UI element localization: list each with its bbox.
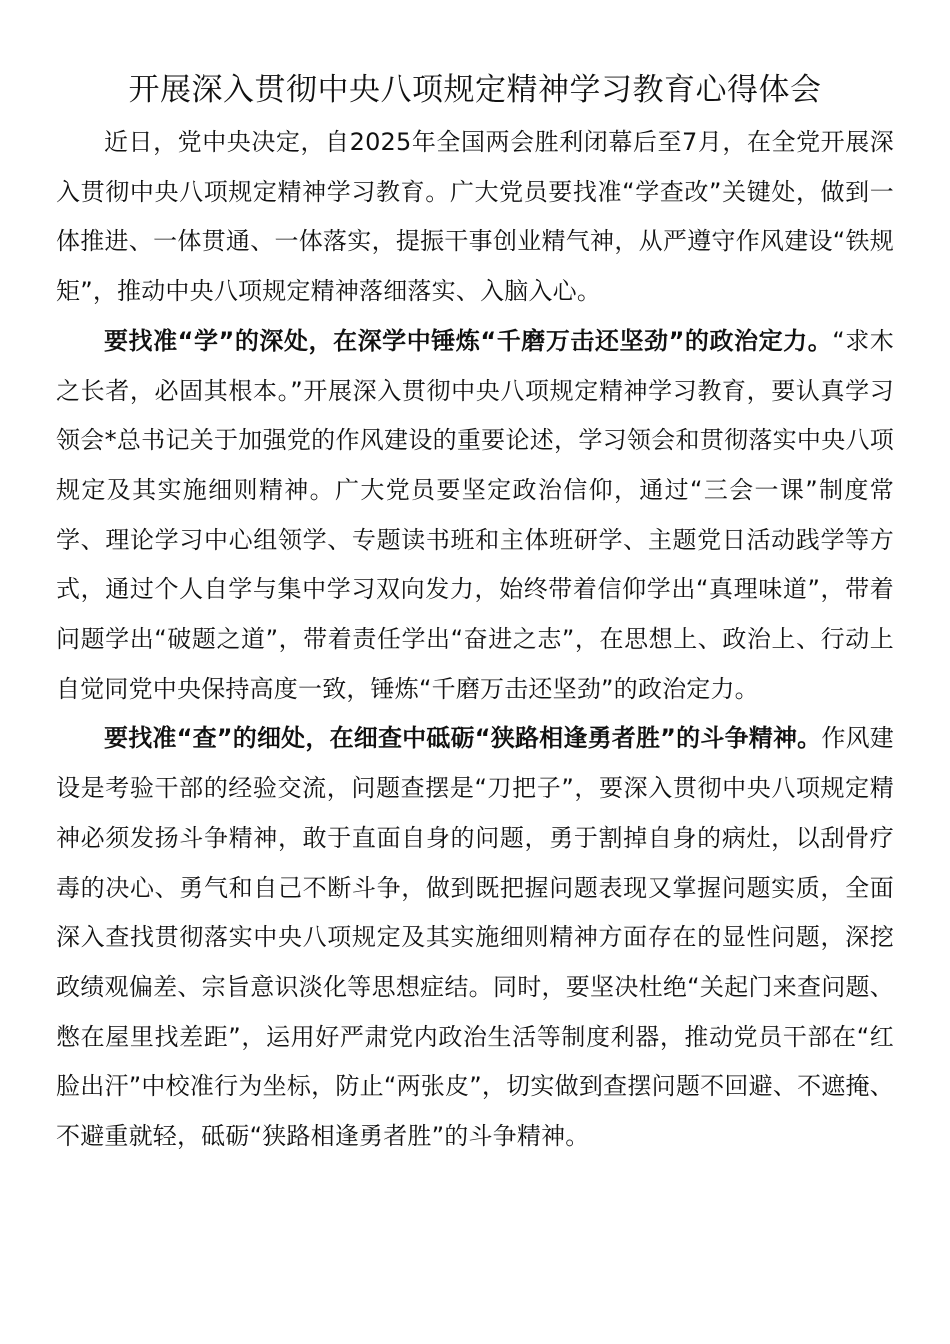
paragraph-body: 近日，党中央决定，自2025年全国两会胜利闭幕后至7月，在全党开展深入贯彻中央八项规定精神学习教育。广大党员要找准“学查改”关键处，做到一体推进、一体贯通、一体落实，提振干事创业精气神，从严遵守作风建设“铁规矩”，推动中央八项规定精神落细落实、入脑入心。: [56, 128, 894, 306]
paragraph-body: “求木之长者，必固其根本。”开展深入贯彻中央八项规定精神学习教育，要认真学习领会*总书记关于加强党的作风建设的重要论述，学习领会和贯彻落实中央八项规定及其实施细则精神。广大党员要坚定政治信仰，通过“三会一课”制度常学、理论学习中心组领学、专题读书班和主体班研学、主题党日活动践学等方式，通过个人自学与集中学习双向发力，始终带着信仰学出“真理味道”，带着问题学出“破题之道”，带着责任学出“奋进之志”，在思想上、政治上、行动上自觉同党中央保持高度一致，锤炼“千磨万击还坚劲”的政治定力。: [56, 326, 894, 703]
paragraph-study: [56, 317, 894, 715]
document-title: 开展深入贯彻中央八项规定精神学习教育心得体会: [128, 72, 822, 108]
paragraph-body: 作风建设是考验干部的经验交流，问题查摆是“刀把子”，要深入贯彻中央八项规定精神必须发扬斗争精神，敢于直面自身的问题，勇于割掉自身的病灶，以刮骨疗毒的决心、勇气和自己不断斗争，做到既把握问题表现又掌握问题实质，全面深入查找贯彻落实中央八项规定及其实施细则精神方面存在的显性问题，深挖政绩观偏差、宗旨意识淡化等思想症结。同时，要坚决杜绝“关起门来查问题、憋在屋里找差距”，运用好严肃党内政治生活等制度利器，推动党员干部在“红脸出汗”中校准行为坐标，防止“两张皮”，切实做到查摆问题不回避、不遮掩、不避重就轻，砥砺“狭路相逢勇者胜”的斗争精神。: [56, 724, 894, 1151]
paragraph-check: [56, 714, 894, 1161]
document-page: [56, 64, 894, 1162]
paragraph-lead: 要找准“学”的深处，在深学中锤炼“千磨万击还坚劲”的政治定力。: [104, 326, 833, 355]
paragraph-intro: [56, 118, 894, 317]
paragraph-lead: 要找准“查”的细处，在细查中砥砺“狭路相逢勇者胜”的斗争精神。: [104, 724, 822, 753]
